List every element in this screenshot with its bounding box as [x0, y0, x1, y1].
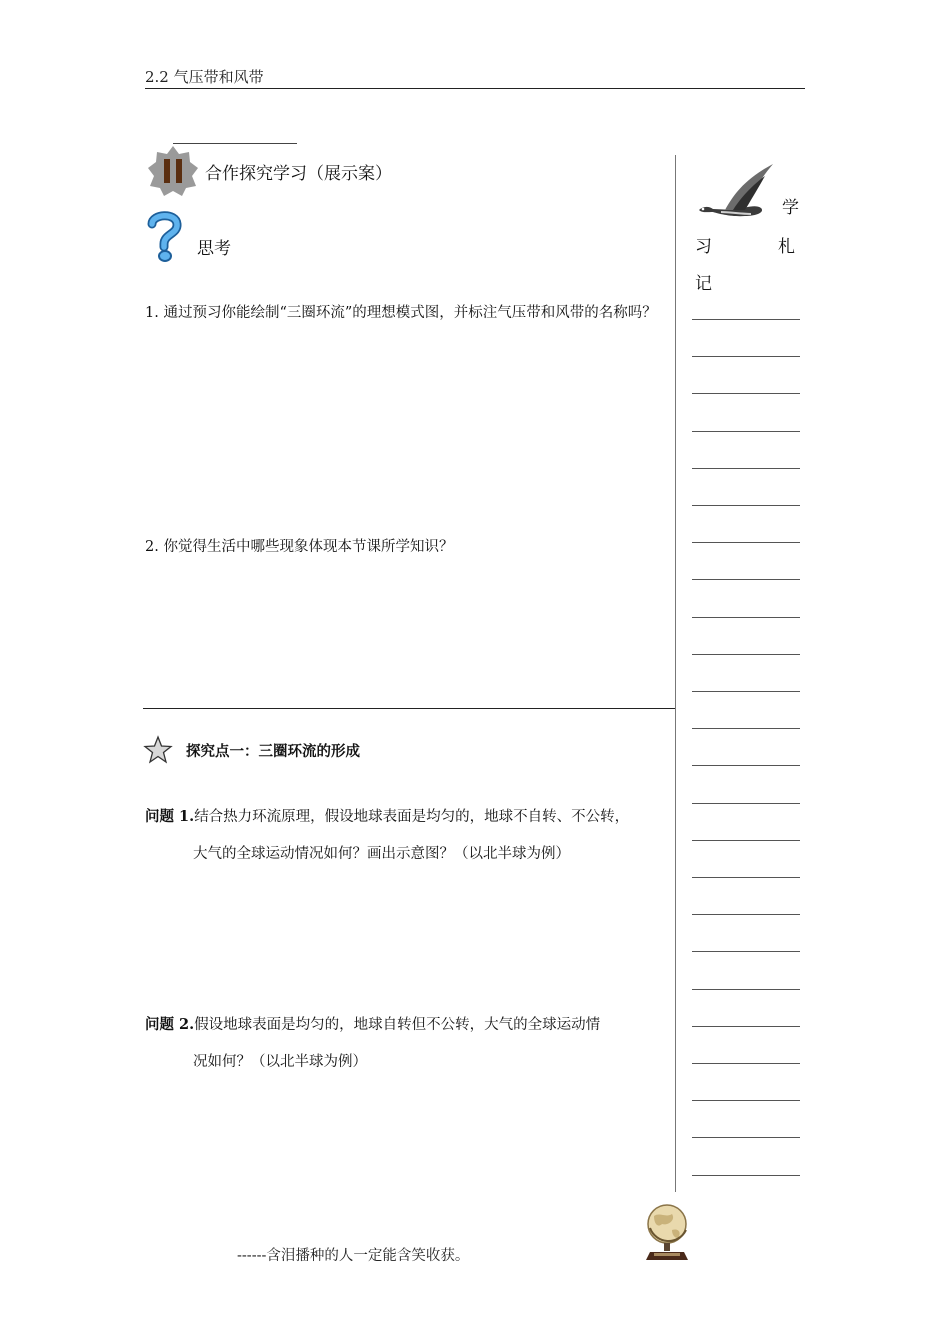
section-divider — [143, 708, 675, 709]
section-badge-icon — [146, 144, 200, 198]
note-line — [692, 1100, 800, 1101]
question-1: 1. 通过预习你能绘制“三圈环流”的理想模式图，并标注气压带和风带的名称吗？ — [145, 305, 657, 321]
note-line — [692, 431, 800, 432]
note-line — [692, 579, 800, 580]
note-line — [692, 356, 800, 357]
footer-motto: ------含泪播种的人一定能含笑收获。 — [237, 1248, 470, 1264]
note-line — [692, 654, 800, 655]
star-icon — [143, 735, 173, 765]
problem-2 — [145, 1006, 673, 1081]
note-line — [692, 951, 800, 952]
question-mark-icon — [146, 210, 182, 262]
notes-char-3: 札 — [778, 237, 795, 257]
problem-1-line2: 大气的全球运动情况如何？画出示意图？（以北半球为例） — [193, 846, 570, 862]
notes-char-1: 学 — [782, 198, 799, 218]
problem-2-line1: 假设地球表面是均匀的，地球自转但不公转，大气的全球运动情 — [194, 1017, 601, 1033]
note-line — [692, 1175, 800, 1176]
note-line — [692, 468, 800, 469]
note-line — [692, 1026, 800, 1027]
note-line — [692, 914, 800, 915]
note-line — [692, 803, 800, 804]
note-line — [692, 1137, 800, 1138]
note-line — [692, 505, 800, 506]
note-line — [692, 877, 800, 878]
problem-1-label: 问题 1. — [145, 808, 195, 825]
note-line — [692, 989, 800, 990]
page-header-title: 2.2 气压带和风带 — [145, 68, 264, 86]
think-label: 思考 — [197, 239, 231, 259]
problem-2-line2: 况如何？（以北半球为例） — [193, 1054, 367, 1070]
note-line — [692, 393, 800, 394]
note-line — [692, 319, 800, 320]
question-2: 2. 你觉得生活中哪些现象体现本节课所学知识？ — [145, 539, 454, 555]
globe-icon — [642, 1200, 692, 1262]
note-line — [692, 765, 800, 766]
note-line — [692, 542, 800, 543]
header-divider — [145, 88, 805, 89]
note-line — [692, 691, 800, 692]
problem-1 — [145, 798, 673, 873]
note-line — [692, 1063, 800, 1064]
note-line — [692, 840, 800, 841]
notes-column-divider — [675, 155, 676, 1192]
note-line — [692, 617, 800, 618]
problem-2-label: 问题 2. — [145, 1016, 195, 1033]
problem-1-line1: 结合热力环流原理，假设地球表面是均匀的，地球不自转、不公转， — [194, 809, 630, 825]
notes-char-4: 记 — [695, 274, 712, 294]
notes-char-2: 习 — [695, 237, 712, 257]
section-title: 合作探究学习（展示案） — [205, 164, 392, 184]
note-line — [692, 728, 800, 729]
flying-goose-icon — [695, 162, 777, 222]
explore-point-title: 探究点一：三圈环流的形成 — [186, 744, 360, 760]
